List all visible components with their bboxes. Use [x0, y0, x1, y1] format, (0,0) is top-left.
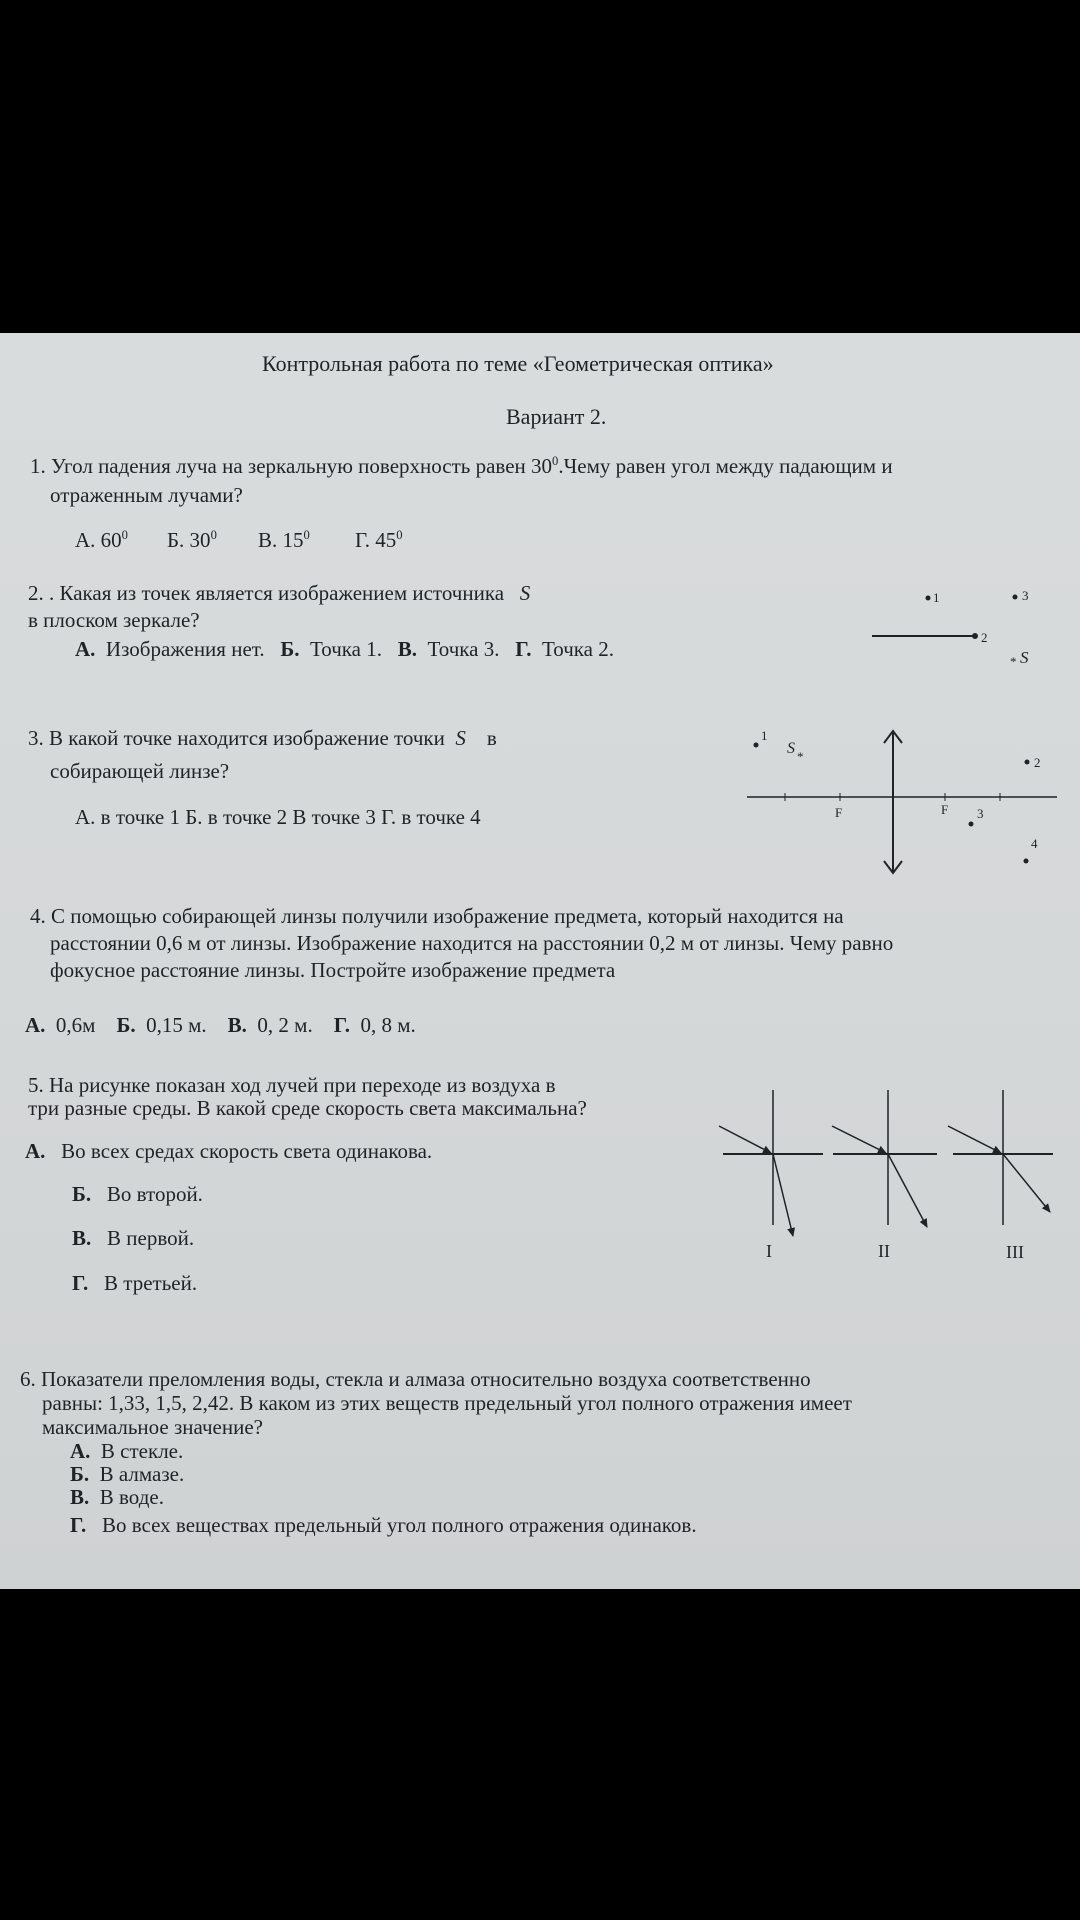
q3-point-3	[969, 822, 974, 827]
q2-mirror-figure	[860, 551, 1060, 671]
q1-option-d: Г. $45^0$	[355, 528, 403, 552]
q3-label-3: 3	[977, 806, 984, 821]
q5-answer-c: В. В первой.	[72, 1226, 195, 1250]
q2-point-3	[1013, 595, 1018, 600]
q2-text-line2: в плоском зеркале?	[28, 608, 200, 632]
q5-medium-1-label: I	[766, 1241, 772, 1261]
q5-ray-incident-1	[719, 1126, 771, 1153]
q4-answers: А. 0,6м Б. 0,15 м. В. 0, 2 м. Г. 0, 8 м.	[25, 1013, 416, 1037]
q3-point-2	[1025, 760, 1030, 765]
q5-medium-3-label: III	[1006, 1242, 1024, 1262]
q2-point-2	[972, 633, 978, 639]
q1-option-b: Б. $30^0$	[167, 528, 217, 552]
q3-point-1	[754, 743, 759, 748]
q5-ray-incident-3	[948, 1126, 1001, 1153]
q3-source-mark: *	[797, 749, 804, 764]
q3-focus-left: F	[835, 805, 843, 820]
q1-option-c: В. $15^0$	[258, 528, 310, 552]
q6-answer-b: Б. В алмазе.	[70, 1462, 185, 1486]
q2-point-1	[926, 596, 931, 601]
q2-label-1: 1	[933, 590, 940, 605]
worksheet-title: Контрольная работа по теме «Геометрическая оптика»	[262, 351, 774, 376]
q2-label-2: 2	[981, 630, 988, 645]
q6-answer-c: В. В воде.	[70, 1485, 164, 1509]
q2-answers: А. Изображения нет. Б. Точка 1. В. Точка 3. Г. Точка 2.	[75, 637, 614, 661]
q3-text-line2: собирающей линзе?	[50, 759, 230, 783]
q2-label-3: 3	[1022, 588, 1029, 603]
q2-source-mark: *	[1010, 654, 1017, 669]
q4-text-line3: фокусное расстояние линзы. Постройте изображение предмета	[50, 958, 616, 982]
q5-answer-d: Г. В третьей.	[72, 1271, 198, 1295]
q3-label-s: S	[787, 740, 795, 757]
q5-answer-a: А. Во всех средах скорость света одинакова.	[25, 1139, 433, 1163]
q2-label-s: S	[1020, 648, 1029, 667]
q5-ray-refracted-2	[888, 1154, 927, 1227]
q6-answer-a: А. В стекле.	[70, 1439, 184, 1463]
q3-label-1: 1	[761, 728, 768, 743]
q5-ray-incident-2	[832, 1126, 886, 1153]
worksheet-paper	[0, 333, 1080, 1589]
variant-label: Вариант 2.	[506, 404, 607, 429]
q3-lens-figure	[745, 723, 1065, 873]
q1-text-line1: 1. Угол падения луча на зеркальную поверхность равен $30^0.Чему$ равен угол между падающим и	[30, 454, 893, 478]
q3-answers: А. в точке 1 Б. в точке 2 В точке 3 Г. в точке 4	[75, 805, 481, 829]
q5-medium-2-label: II	[878, 1241, 890, 1261]
q4-text-line1: 4. С помощью собирающей линзы получили изображение предмета, который находится на	[30, 904, 844, 928]
q4-text-line2: расстоянии 0,6 м от линзы. Изображение находится на расстоянии 0,2 м от линзы. Чему равно	[50, 931, 894, 955]
q6-text-line2: равны: 1,33, 1,5, 2,42. В каком из этих веществ предельный угол полного отражения имеет	[42, 1391, 852, 1415]
q1-text-line2: отраженным лучами?	[50, 483, 243, 507]
q3-text-line1: 3. В какой точке находится изображение точки S в	[28, 726, 497, 750]
q5-text-line1: 5. На рисунке показан ход лучей при переходе из воздуха в	[28, 1073, 556, 1097]
q1-option-a: А. $60^0$	[75, 528, 128, 552]
q3-point-4	[1024, 859, 1029, 864]
q3-label-4: 4	[1031, 836, 1038, 851]
q2-text-line1: 2. . Какая из точек является изображением источника S	[28, 581, 531, 605]
q5-ray-refracted-3	[1003, 1154, 1050, 1212]
q6-text-line3: максимальное значение?	[42, 1415, 263, 1439]
q6-text-line1: 6. Показатели преломления воды, стекла и алмаза относительно воздуха соответственно	[20, 1367, 811, 1391]
q6-answer-d: Г. Во всех веществах предельный угол полного отражения одинаков.	[70, 1513, 697, 1537]
q5-answer-b: Б. Во второй.	[72, 1182, 203, 1206]
q3-label-2: 2	[1034, 755, 1041, 770]
q3-focus-right: F	[941, 802, 949, 817]
q5-ray-refracted-1	[773, 1154, 793, 1236]
q5-text-line2: три разные среды. В какой среде скорость света максимальна?	[28, 1096, 587, 1120]
q5-refraction-figure	[715, 1090, 1065, 1290]
